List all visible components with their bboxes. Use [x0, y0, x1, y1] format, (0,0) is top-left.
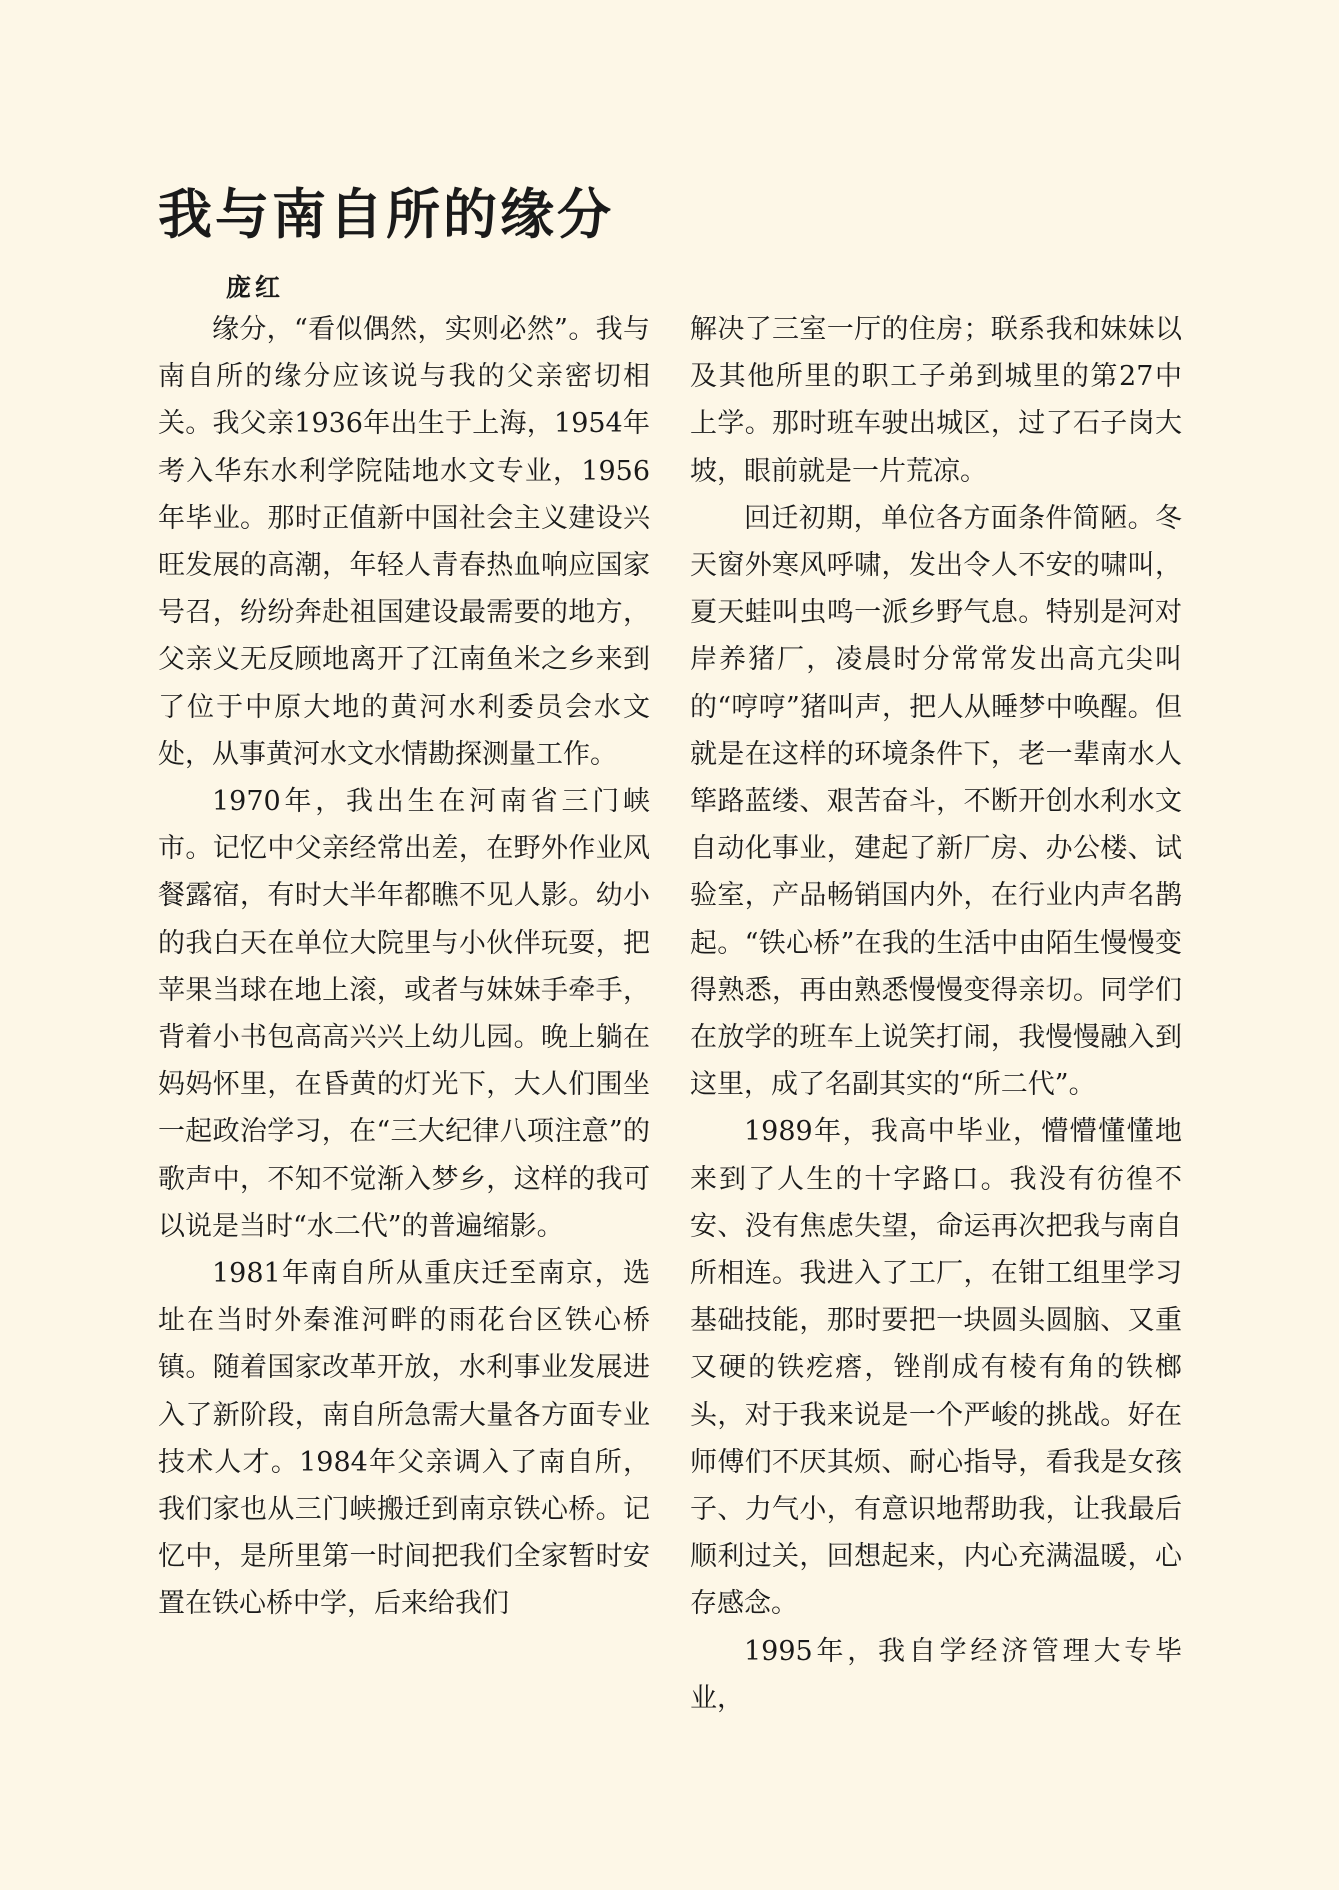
paragraph-continuation: 解决了三室一厅的住房；联系我和妹妹以及其他所里的职工子弟到城里的第27中上学。那时班车驶出城区，过了石子岗大坡，眼前就是一片荒凉。 [690, 314, 1182, 487]
paragraph: 1989年，我高中毕业，懵懵懂懂地来到了人生的十字路口。我没有彷徨不安、没有焦虑失望，命运再次把我与南自所相连。我进入了工厂，在钳工组里学习基础技能，那时要把一块圆头圆脑、又重又硬的铁疙瘩，锉削成有棱有角的铁榔头，对于我来说是一个严峻的挑战。好在师傅们不厌其烦、耐心指导，看我是女孩子、力气小，有意识地帮助我，让我最后顺利过关，回想起来，内心充满温暖，心存感念。 [690, 1116, 1182, 1620]
right-column [690, 306, 1182, 1722]
left-column [158, 306, 650, 1628]
paragraph: 1995年，我自学经济管理大专毕业， [690, 1635, 1182, 1714]
paragraph: 回迁初期，单位各方面条件简陋。冬天窗外寒风呼啸，发出令人不安的啸叫，夏天蛙叫虫鸣一派乡野气息。特别是河对岸养猪厂，凌晨时分常常发出高亢尖叫的“哼哼”猪叫声，把人从睡梦中唤醒。但就是在这样的环境条件下，老一辈南水人筚路蓝缕、艰苦奋斗，不断开创水利水文自动化事业，建起了新厂房、办公楼、试验室，产品畅销国内外，在行业内声名鹊起。“铁心桥”在我的生活中由陌生慢慢变得熟悉，再由熟悉慢慢变得亲切。同学们在放学的班车上说笑打闹，我慢慢融入到这里，成了名副其实的“所二代”。 [690, 502, 1182, 1101]
article-title: 我与南自所的缘分 [158, 182, 614, 246]
paragraph: 1970年，我出生在河南省三门峡市。记忆中父亲经常出差，在野外作业风餐露宿，有时大半年都瞧不见人影。幼小的我白天在单位大院里与小伙伴玩耍，把苹果当球在地上滚，或者与妹妹手牵手，背着小书包高高兴兴上幼儿园。晚上躺在妈妈怀里，在昏黄的灯光下，大人们围坐一起政治学习，在“三大纪律八项注意”的歌声中，不知不觉渐入梦乡，这样的我可以说是当时“水二代”的普遍缩影。 [158, 786, 650, 1242]
paragraph: 缘分，“看似偶然，实则必然”。我与南自所的缘分应该说与我的父亲密切相关。我父亲1936年出生于上海，1954年考入华东水利学院陆地水文专业，1956年毕业。那时正值新中国社会主义建设兴旺发展的高潮，年轻人青春热血响应国家号召，纷纷奔赴祖国建设最需要的地方，父亲义无反顾地离开了江南鱼米之乡来到了位于中原大地的黄河水利委员会水文处，从事黄河水文水情勘探测量工作。 [158, 314, 650, 770]
paragraph: 1981年南自所从重庆迁至南京，选址在当时外秦淮河畔的雨花台区铁心桥镇。随着国家改革开放，水利事业发展进入了新阶段，南自所急需大量各方面专业技术人才。1984年父亲调入了南自所，我们家也从三门峡搬迁到南京铁心桥。记忆中，是所里第一时间把我们全家暂时安置在铁心桥中学，后来给我们 [158, 1258, 650, 1620]
author-name: 庞红 [226, 273, 285, 302]
